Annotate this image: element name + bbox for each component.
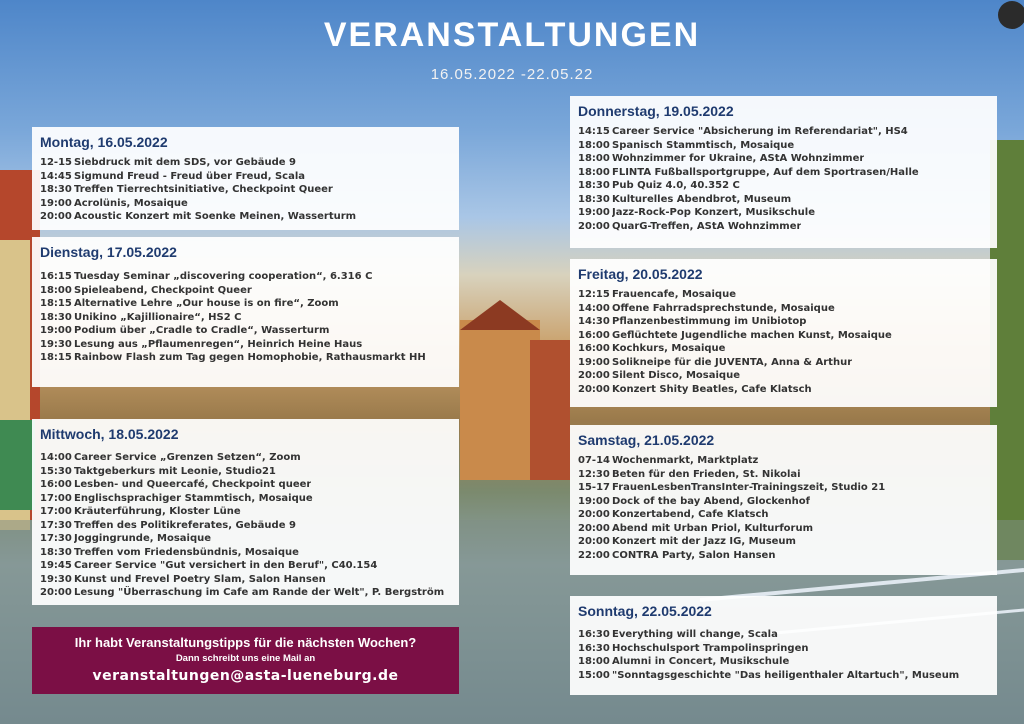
event-time: 19:30	[40, 338, 72, 350]
event-time: 17:30	[40, 533, 72, 544]
event-time: 15:30	[40, 465, 72, 477]
day-card-montag	[32, 127, 459, 230]
event-text: Wochenmarkt, Marktplatz	[612, 455, 759, 466]
event-time: 20:00	[40, 587, 72, 598]
event-row	[40, 532, 451, 546]
event-text: Englischsprachiger Stammtisch, Mosaique	[74, 492, 313, 504]
event-text: "Sonntagsgeschichte "Das heiligenthaler Altartuch", Museum	[612, 669, 960, 681]
event-text: Silent Disco, Mosaique	[612, 370, 740, 381]
event-time: 19:30	[40, 573, 72, 585]
event-row	[578, 655, 989, 669]
event-time: 15-17	[578, 482, 610, 493]
cta-question: Ihr habt Veranstaltungstipps für die nächsten Wochen?	[74, 635, 417, 650]
event-time: 18:00	[578, 166, 610, 178]
event-text: Career Service "Absicherung im Referendariat", HS4	[612, 126, 908, 137]
event-time: 12:30	[578, 468, 610, 480]
date-range: 16.05.2022 -22.05.22	[430, 66, 594, 83]
event-text: Lesung aus „Pflaumenregen“, Heinrich Heine Haus	[74, 338, 363, 350]
event-time: 18:30	[578, 193, 610, 205]
page-title: VERANSTALTUNGEN	[323, 16, 701, 54]
event-row	[578, 481, 989, 495]
day-title: Montag, 16.05.2022	[40, 134, 168, 150]
event-row	[40, 505, 451, 519]
event-row	[578, 125, 989, 139]
event-text: Offene Fahrradsprechstunde, Mosaique	[612, 302, 835, 314]
event-text: Alumni in Concert, Musikschule	[612, 656, 790, 667]
day-card-donnerstag	[570, 96, 997, 248]
event-time: 18:00	[578, 153, 610, 164]
day-title: Freitag, 20.05.2022	[578, 266, 703, 282]
event-text: Jazz-Rock-Pop Konzert, Musikschule	[612, 207, 815, 218]
event-text: Lesben- und Queercafé, Checkpoint queer	[74, 479, 312, 490]
event-row	[578, 179, 989, 193]
event-row	[40, 324, 451, 338]
event-time: 16:15	[40, 271, 72, 282]
event-text: Spieleabend, Checkpoint Queer	[74, 284, 252, 296]
event-time: 12:15	[578, 289, 610, 300]
event-time: 20:00	[40, 211, 72, 222]
event-text: Solikneipe für die JUVENTA, Anna & Arthur	[612, 356, 853, 368]
day-title: Mittwoch, 18.05.2022	[40, 426, 179, 442]
event-row	[40, 311, 451, 325]
event-row	[40, 270, 451, 284]
event-row	[578, 166, 989, 180]
event-row	[40, 210, 451, 224]
event-time: 18:15	[40, 298, 72, 309]
event-text: Joggingrunde, Mosaique	[74, 533, 212, 544]
event-text: Acrolünis, Mosaique	[74, 197, 188, 209]
event-text: Kräuterführung, Kloster Lüne	[74, 506, 241, 517]
event-row	[578, 302, 989, 316]
event-row	[40, 451, 451, 465]
event-row	[578, 356, 989, 370]
event-row	[40, 546, 451, 560]
event-text: Wohnzimmer for Ukraine, AStA Wohnzimmer	[612, 153, 865, 164]
event-row	[578, 342, 989, 356]
event-text: Acoustic Konzert mit Soenke Meinen, Wasserturm	[74, 211, 357, 222]
event-row	[40, 586, 451, 600]
event-time: 18:00	[578, 656, 610, 667]
event-time: 18:00	[40, 284, 72, 296]
event-row	[40, 284, 451, 298]
day-title: Donnerstag, 19.05.2022	[578, 103, 734, 119]
event-text: Beten für den Frieden, St. Nikolai	[612, 468, 801, 480]
event-row	[40, 559, 451, 573]
event-text: Treffen des Politikreferates, Gebäude 9	[74, 519, 296, 531]
event-time: 22:00	[578, 549, 610, 561]
event-text: Hochschulsport Trampolinspringen	[612, 642, 809, 654]
event-row	[40, 197, 451, 211]
event-text: Konzert mit der Jazz IG, Museum	[612, 536, 796, 547]
event-time: 14:15	[578, 126, 610, 137]
event-text: Dock of the bay Abend, Glockenhof	[612, 495, 810, 507]
event-row	[578, 628, 989, 642]
event-time: 18:15	[40, 352, 72, 363]
event-row	[578, 206, 989, 220]
event-time: 16:00	[578, 329, 610, 341]
event-time: 17:00	[40, 506, 72, 517]
day-title: Dienstag, 17.05.2022	[40, 244, 177, 260]
event-row	[578, 522, 989, 536]
event-text: Rainbow Flash zum Tag gegen Homophobie, Rathausmarkt HH	[74, 352, 426, 363]
event-row	[578, 152, 989, 166]
contact-banner	[32, 627, 459, 694]
event-row	[40, 573, 451, 587]
event-row	[578, 495, 989, 509]
event-row	[578, 139, 989, 153]
event-row	[578, 329, 989, 343]
event-time: 20:00	[578, 383, 610, 395]
event-row	[40, 297, 451, 311]
event-text: Konzert Shity Beatles, Cafe Klatsch	[612, 383, 812, 395]
event-row	[40, 351, 451, 365]
event-time: 19:00	[40, 197, 72, 209]
day-title: Sonntag, 22.05.2022	[578, 603, 712, 619]
event-time: 20:00	[578, 522, 610, 534]
event-row	[40, 156, 451, 170]
event-row	[40, 492, 451, 506]
event-time: 12-15	[40, 157, 72, 168]
event-row	[578, 508, 989, 522]
event-text: Kunst und Frevel Poetry Slam, Salon Hansen	[74, 573, 326, 585]
event-time: 20:00	[578, 536, 610, 547]
event-text: FLINTA Fußballsportgruppe, Auf dem Sportrasen/Halle	[612, 166, 919, 178]
event-time: 20:00	[578, 370, 610, 381]
event-row	[578, 468, 989, 482]
event-text: Spanisch Stammtisch, Mosaique	[612, 139, 795, 151]
event-row	[40, 465, 451, 479]
day-card-samstag	[570, 425, 997, 575]
event-time: 16:30	[578, 642, 610, 654]
event-row	[40, 183, 451, 197]
event-time: 19:00	[40, 325, 72, 336]
event-time: 14:30	[578, 316, 610, 327]
event-text: Taktgeberkurs mit Leonie, Studio21	[74, 465, 276, 477]
event-text: Treffen vom Friedensbündnis, Mosaique	[74, 546, 299, 558]
event-row	[40, 338, 451, 352]
event-time: 19:00	[578, 207, 610, 218]
event-time: 14:00	[40, 452, 72, 463]
event-time: 18:30	[40, 546, 72, 558]
event-time: 16:00	[40, 479, 72, 490]
event-text: Everything will change, Scala	[612, 629, 778, 640]
event-text: Tuesday Seminar „discovering cooperation“, 6.316 C	[74, 271, 373, 282]
event-time: 20:00	[578, 509, 610, 520]
event-time: 18:30	[40, 311, 72, 323]
event-text: Sigmund Freud - Freud über Freud, Scala	[74, 170, 306, 182]
event-text: Podium über „Cradle to Cradle“, Wasserturm	[74, 325, 330, 336]
day-card-freitag	[570, 259, 997, 407]
event-row	[40, 170, 451, 184]
event-time: 07-14	[578, 455, 610, 466]
event-text: Pflanzenbestimmung im Unibiotop	[612, 316, 807, 327]
event-text: FrauenLesbenTransInter-Trainingszeit, Studio 21	[612, 482, 886, 493]
event-text: Alternative Lehre „Our house is on fire“, Zoom	[74, 298, 339, 309]
event-row	[40, 519, 451, 533]
day-card-dienstag	[32, 237, 459, 387]
event-row	[578, 642, 989, 656]
event-text: Abend mit Urban Priol, Kulturforum	[612, 522, 814, 534]
day-card-sonntag	[570, 596, 997, 695]
event-text: Unikino „Kajillionaire“, HS2 C	[74, 311, 242, 323]
event-row	[578, 193, 989, 207]
event-row	[578, 220, 989, 234]
event-text: Career Service "Gut versichert in den Beruf", C40.154	[74, 560, 378, 571]
day-title: Samstag, 21.05.2022	[578, 432, 715, 448]
event-row	[40, 478, 451, 492]
event-text: Kochkurs, Mosaique	[612, 343, 726, 354]
event-row	[578, 535, 989, 549]
event-row	[578, 383, 989, 397]
event-time: 14:45	[40, 170, 72, 182]
event-time: 18:30	[40, 184, 72, 195]
event-time: 18:00	[578, 139, 610, 151]
event-row	[578, 288, 989, 302]
event-row	[578, 454, 989, 468]
event-text: Lesung "Überraschung im Cafe am Rande der Welt", P. Bergström	[74, 587, 445, 598]
event-text: Konzertabend, Cafe Klatsch	[612, 509, 769, 520]
event-text: Kulturelles Abendbrot, Museum	[612, 193, 792, 205]
event-text: Pub Quiz 4.0, 40.352 C	[612, 180, 740, 191]
event-time: 14:00	[578, 302, 610, 314]
event-time: 15:00	[578, 669, 610, 681]
event-text: Geflüchtete Jugendliche machen Kunst, Mosaique	[612, 329, 892, 341]
event-time: 20:00	[578, 220, 610, 232]
event-time: 17:00	[40, 492, 72, 504]
event-text: QuarG-Treffen, AStA Wohnzimmer	[612, 220, 802, 232]
contact-email[interactable]: veranstaltungen@asta-lueneburg.de	[92, 668, 399, 684]
event-text: Treffen Tierrechtsinitiative, Checkpoint Queer	[74, 184, 333, 195]
event-time: 19:00	[578, 356, 610, 368]
event-row	[578, 315, 989, 329]
event-row	[578, 549, 989, 563]
event-time: 16:00	[578, 343, 610, 354]
day-card-mittwoch	[32, 419, 459, 605]
event-row	[578, 669, 989, 683]
event-text: Siebdruck mit dem SDS, vor Gebäude 9	[74, 157, 296, 168]
event-time: 16:30	[578, 629, 610, 640]
event-time: 18:30	[578, 180, 610, 191]
event-time: 19:00	[578, 495, 610, 507]
event-row	[578, 369, 989, 383]
event-text: Career Service „Grenzen Setzen“, Zoom	[74, 452, 301, 463]
event-text: Frauencafe, Mosaique	[612, 289, 736, 300]
event-time: 19:45	[40, 560, 72, 571]
event-time: 17:30	[40, 519, 72, 531]
event-text: CONTRA Party, Salon Hansen	[612, 549, 776, 561]
cta-subline: Dann schreibt uns eine Mail an	[175, 653, 316, 664]
